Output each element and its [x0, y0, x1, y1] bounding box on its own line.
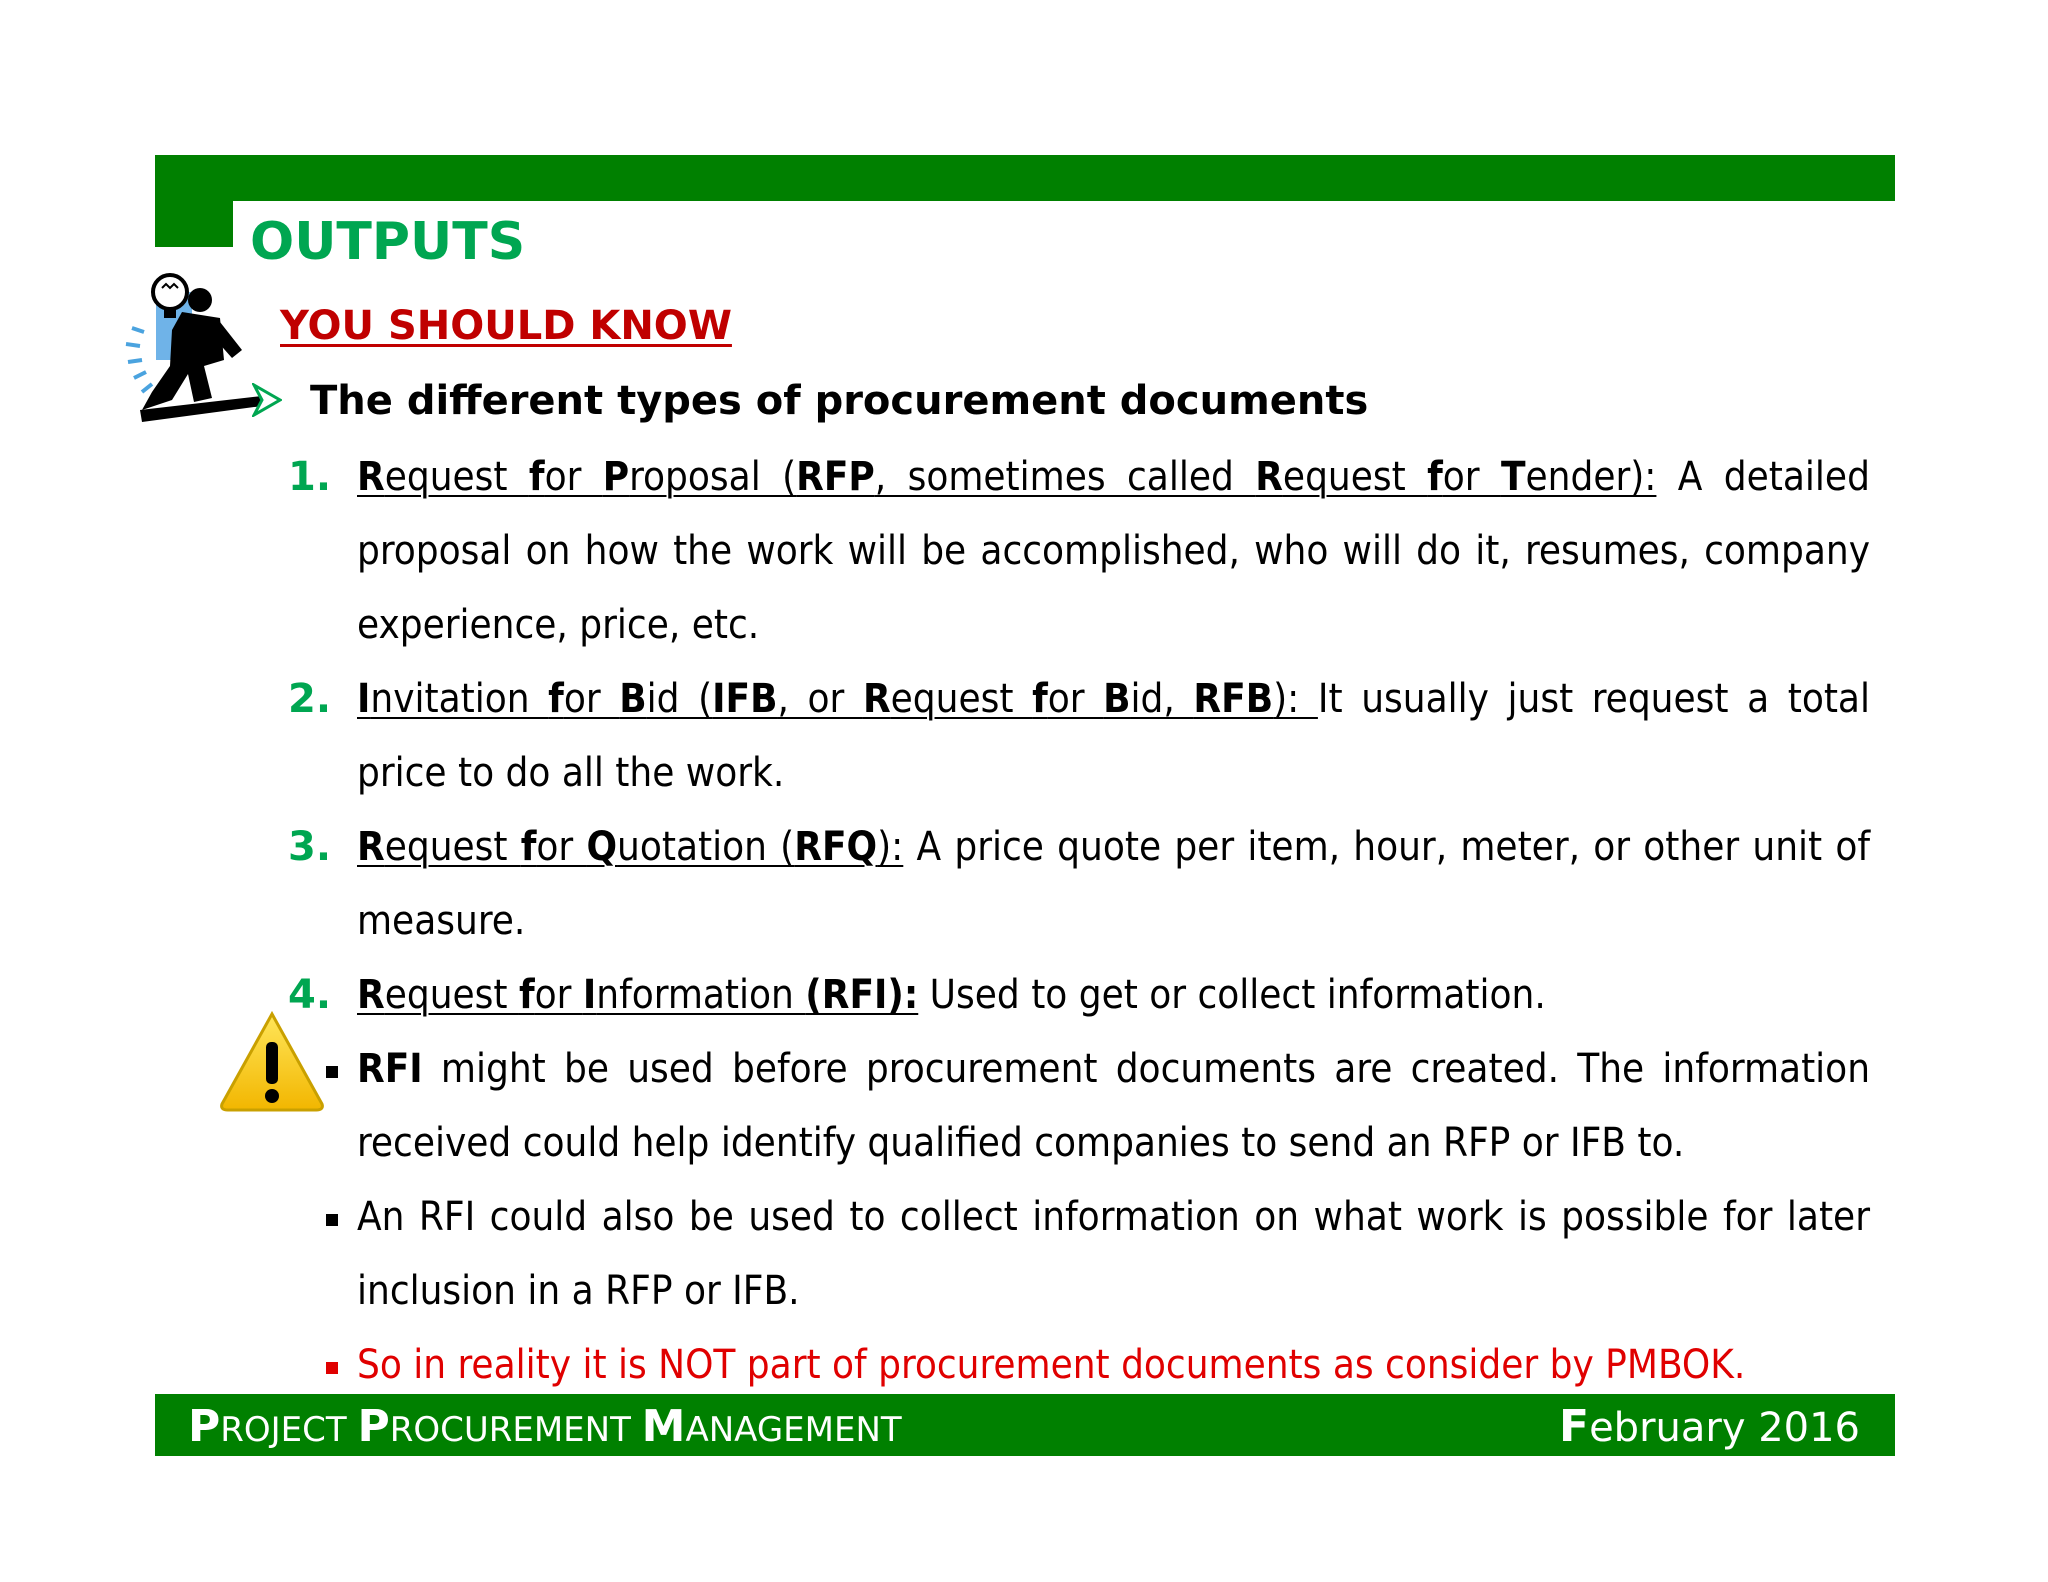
arrow-bullet-icon — [252, 383, 282, 417]
item-number: 3. — [288, 824, 332, 870]
bullet-marker — [326, 1362, 338, 1374]
item-1-line-1: Request for Proposal (RFP, sometimes called Request for Tender): A detailed — [357, 454, 1870, 500]
footer-course-title: PROJECT PROCUREMENT MANAGEMENT — [188, 1401, 902, 1452]
item-1-line-2: proposal on how the work will be accomplished, who will do it, resumes, company — [357, 528, 1870, 574]
bullet-2-line-2: inclusion in a RFP or IFB. — [357, 1268, 800, 1314]
bullet-1-line-2: received could help identify qualified companies to send an RFP or IFB to. — [357, 1120, 1685, 1166]
warning-icon — [216, 1008, 328, 1114]
item-3-line-2: measure. — [357, 898, 526, 944]
item-number: 4. — [288, 972, 332, 1018]
item-3-line-1: Request for Quotation (RFQ): A price quote per item, hour, meter, or other unit of — [357, 824, 1870, 870]
bullet-marker — [326, 1066, 338, 1078]
bullet-marker — [326, 1214, 338, 1226]
item-4-line-1: Request for Information (RFI): Used to get or collect information. — [357, 972, 1546, 1018]
bullet-1-line-1: RFI might be used before procurement documents are created. The information — [357, 1046, 1870, 1092]
item-number: 1. — [288, 454, 332, 500]
item-1-line-3: experience, price, etc. — [357, 602, 760, 648]
item-2-line-1: Invitation for Bid (IFB, or Request for Bid, RFB): It usually just request a total — [357, 676, 1870, 722]
slide-title: OUTPUTS — [250, 212, 526, 272]
lightbulb-man-icon — [112, 270, 262, 430]
subheading: The different types of procurement documents — [310, 378, 1369, 424]
footer-date: February 2016 — [1559, 1401, 1860, 1452]
you-should-know-heading: YOU SHOULD KNOW — [280, 303, 732, 349]
item-number: 2. — [288, 676, 332, 722]
item-2-line-2: price to do all the work. — [357, 750, 785, 796]
header-bar — [155, 155, 1895, 201]
bullet-3-line-1: So in reality it is NOT part of procurement documents as consider by PMBOK. — [357, 1342, 1746, 1388]
header-left-bar — [155, 155, 233, 247]
bullet-2-line-1: An RFI could also be used to collect information on what work is possible for later — [357, 1194, 1870, 1240]
